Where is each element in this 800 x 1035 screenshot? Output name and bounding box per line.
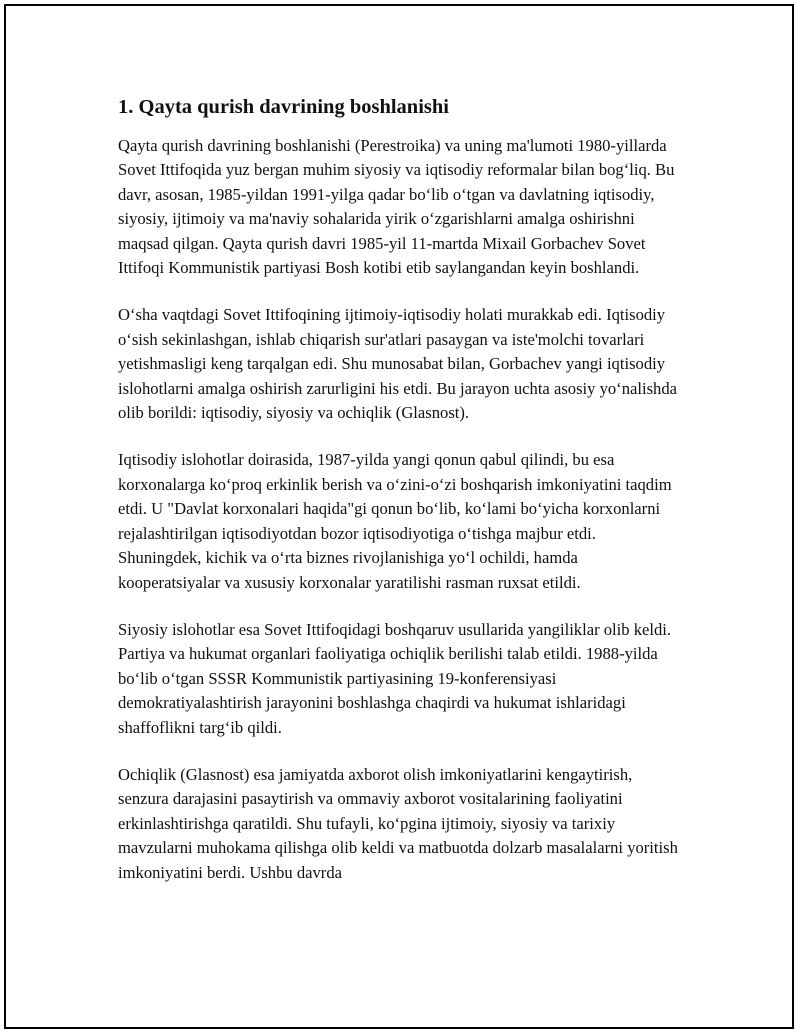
paragraph-glasnost: Ochiqlik (Glasnost) esa jamiyatda axborot olish imkoniyatlarini kengaytirish, senzura darajasini pasaytirish va ommaviy axborot vositalarining faoliyatini erkinlashtirishga qaratildi. Shu tufayli, ko‘pgina ijtimoiy, siyosiy va tarixiy mavzularni muhokama qilishga olib keldi va matbuotda dolzarb masalalarni yoritish imkoniyatini berdi. Ushbu davrda [118,764,678,882]
paragraph-socioeconomic-situation: O‘sha vaqtdagi Sovet Ittifoqining ijtimoiy-iqtisodiy holati murakkab edi. Iqtisodiy o‘sish sekinlashgan, ishlab chiqarish sur'atlari pasaygan va iste'molchi tovarlari yetishmasligi keng tarqalgan edi. Shu munosabat bilan, Gorbachev yangi iqtisodiy islohotlarni amalga oshirish zarurligini his etdi. Bu jarayon uchta asosiy yo‘nalishda olib borildi: iqtisodiy, siyosiy va ochiqlik (Glasnost). [118,305,678,423]
paragraph-intro: Qayta qurish davrining boshlanishi (Perestroika) va uning ma'lumoti 1980-yillarda Sovet Ittifoqida yuz bergan muhim siyosiy va iqtisodiy reformalar bilan bog‘liq. Bu davr, asosan, 1985-yildan 1991-yilga qadar bo‘lib o‘tgan va davlatning iqtisodiy, siyosiy, ijtimoiy va ma'naviy sohalarida yirik o‘zgarishlarni amalga oshirishni maqsad qilgan. Qayta qurish davri 1985-yil 11-martda Mixail Gorbachev Sovet Ittifoqi Kommunistik partiyasi Bosh kotibi etib saylangandan keyin boshlandi. [118,136,675,278]
paragraph-political-reforms: Siyosiy islohotlar esa Sovet Ittifoqidagi boshqaruv usullarida yangiliklar olib keldi. Partiya va hukumat organlari faoliyatiga ochiqlik berilishi talab etildi. 1988-yilda bo‘lib o‘tgan SSSR Kommunistik partiyasining 19-konferensiyasi demokratiyalashtirish jarayonini boshlashga chaqirdi va hukumat ishlaridagi shaffoflikni targ‘ib qildi. [118,619,672,737]
section-heading: 1. Qayta qurish davrining boshlanishi [118,96,449,118]
paragraph-economic-reforms: Iqtisodiy islohotlar doirasida, 1987-yilda yangi qonun qabul qilindi, bu esa korxonalarga ko‘proq erkinlik berish va o‘zini-o‘zi boshqarish imkoniyatini taqdim etdi. U "Davlat korxonalari haqida"gi qonun bo‘lib, ko‘lami bo‘yicha korxonlarni rejalashtirilgan iqtisodiyotdan bozor iqtisodiyotiga o‘tishga majbur etdi. Shuningdek, kichik va o‘rta biznes rivojlanishiga yo‘l ochildi, hamda kooperatsiyalar va xususiy korxonalar yaratilishi rasman ruxsat etildi. [118,450,672,592]
document-body [118,93,678,908]
